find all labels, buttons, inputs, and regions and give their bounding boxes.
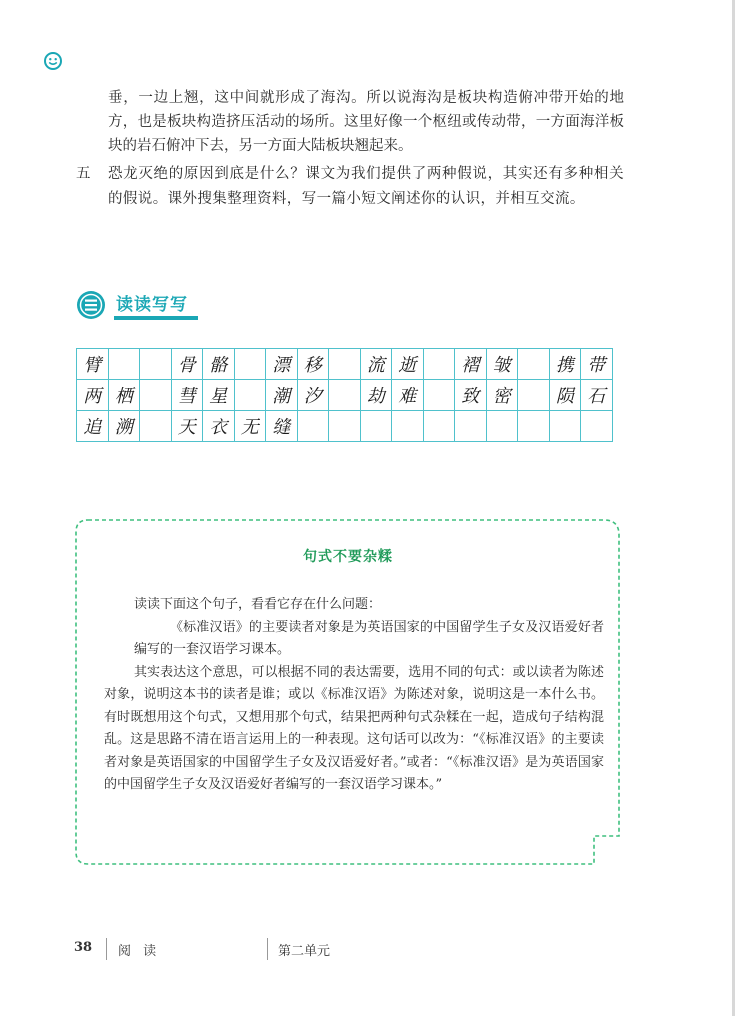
grid-cell bbox=[234, 349, 266, 380]
grid-cell bbox=[234, 380, 266, 411]
footer-divider bbox=[267, 938, 268, 960]
grid-cell bbox=[518, 411, 550, 442]
grid-cell: 缝 bbox=[266, 411, 298, 442]
grid-cell bbox=[140, 349, 172, 380]
tip-title: 句式不要杂糅 bbox=[303, 549, 393, 565]
footer-unit: 第二单元 bbox=[278, 944, 331, 959]
grid-cell: 皱 bbox=[486, 349, 518, 380]
grid-cell: 带 bbox=[581, 349, 613, 380]
grid-cell bbox=[108, 349, 140, 380]
grid-cell bbox=[423, 411, 455, 442]
grid-cell: 臂 bbox=[77, 349, 109, 380]
grid-cell: 携 bbox=[549, 349, 581, 380]
footer-divider bbox=[106, 938, 107, 960]
grid-cell bbox=[329, 349, 361, 380]
word-grid bbox=[76, 348, 613, 442]
grid-row-3 bbox=[77, 411, 613, 442]
item-text: 恐龙灭绝的原因到底是什么？课文为我们提供了两种假说，其实还有多种相关的假说。课外搜集整理资料，写一篇小短文阐述你的认识，并相互交流。 bbox=[108, 166, 624, 207]
grid-cell bbox=[329, 411, 361, 442]
grid-cell: 天 bbox=[171, 411, 203, 442]
grid-cell: 褶 bbox=[455, 349, 487, 380]
smiley-icon bbox=[44, 52, 62, 70]
grid-cell bbox=[423, 380, 455, 411]
grid-cell bbox=[297, 411, 329, 442]
grid-cell: 陨 bbox=[549, 380, 581, 411]
grid-cell: 溯 bbox=[108, 411, 140, 442]
grid-cell: 密 bbox=[486, 380, 518, 411]
grid-cell: 追 bbox=[77, 411, 109, 442]
grid-cell: 两 bbox=[77, 380, 109, 411]
grid-cell: 流 bbox=[360, 349, 392, 380]
grid-cell: 星 bbox=[203, 380, 235, 411]
page-footer bbox=[0, 938, 735, 962]
grid-cell: 石 bbox=[581, 380, 613, 411]
grid-cell bbox=[360, 411, 392, 442]
section-title: 读读写写 bbox=[116, 295, 188, 315]
grid-cell bbox=[549, 411, 581, 442]
item-number: 五 bbox=[76, 166, 91, 182]
grid-cell bbox=[140, 411, 172, 442]
page-number: 38 bbox=[74, 940, 93, 955]
continuation-paragraph: 垂，一边上翘，这中间就形成了海沟。所以说海沟是板块构造俯冲带开始的地方，也是板块构造挤压活动的场所。这里好像一个枢纽或传动带，一方面海洋板块的岩石俯冲下去，另一方面大陆板块翘起来。 bbox=[108, 90, 624, 154]
grid-cell: 无 bbox=[234, 411, 266, 442]
tip-quote: 《标准汉语》的主要读者对象是为英语国家的中国留学生子女及汉语爱好者编写的一套汉语学习课本。 bbox=[134, 619, 604, 657]
title-underline bbox=[114, 316, 198, 320]
tip-body bbox=[104, 594, 604, 797]
tip-paragraph-1: 读读下面这个句子，看看它存在什么问题： bbox=[134, 597, 382, 612]
grid-cell: 骨 bbox=[171, 349, 203, 380]
tip-paragraph-2: 其实表达这个意思，可以根据不同的表达需要，选用不同的句式：或以读者为陈述对象，说明这本书的读者是谁；或以《标准汉语》为陈述对象，说明这是一本什么书。有时既想用这个句式，又想用那个句式，结果把两种句式杂糅在一起，造成句子结构混乱。这是思路不清在语言运用上的一种表现。这句话可以改为：“《标准汉语》的主要读者对象是英语国家的中国留学生子女及汉语爱好者。”或者：“《标准汉语》是为英语国家的中国留学生子女及汉语爱好者编写的一套汉语学习课本。” bbox=[104, 664, 604, 792]
grid-cell: 栖 bbox=[108, 380, 140, 411]
grid-cell bbox=[518, 349, 550, 380]
grid-cell bbox=[140, 380, 172, 411]
grid-cell: 衣 bbox=[203, 411, 235, 442]
grid-cell: 彗 bbox=[171, 380, 203, 411]
grid-cell: 潮 bbox=[266, 380, 298, 411]
list-icon bbox=[76, 290, 106, 320]
grid-row-2 bbox=[77, 380, 613, 411]
grid-cell bbox=[581, 411, 613, 442]
grid-cell bbox=[518, 380, 550, 411]
footer-section: 阅 读 bbox=[118, 944, 161, 959]
grid-cell bbox=[392, 411, 424, 442]
grid-cell bbox=[486, 411, 518, 442]
grid-row-1 bbox=[77, 349, 613, 380]
grid-cell: 劫 bbox=[360, 380, 392, 411]
grid-cell: 骼 bbox=[203, 349, 235, 380]
grid-cell bbox=[423, 349, 455, 380]
grid-cell: 致 bbox=[455, 380, 487, 411]
grid-cell: 漂 bbox=[266, 349, 298, 380]
grid-cell: 汐 bbox=[297, 380, 329, 411]
grid-cell bbox=[455, 411, 487, 442]
grid-cell bbox=[329, 380, 361, 411]
grid-cell: 逝 bbox=[392, 349, 424, 380]
grid-cell: 移 bbox=[297, 349, 329, 380]
grid-cell: 难 bbox=[392, 380, 424, 411]
